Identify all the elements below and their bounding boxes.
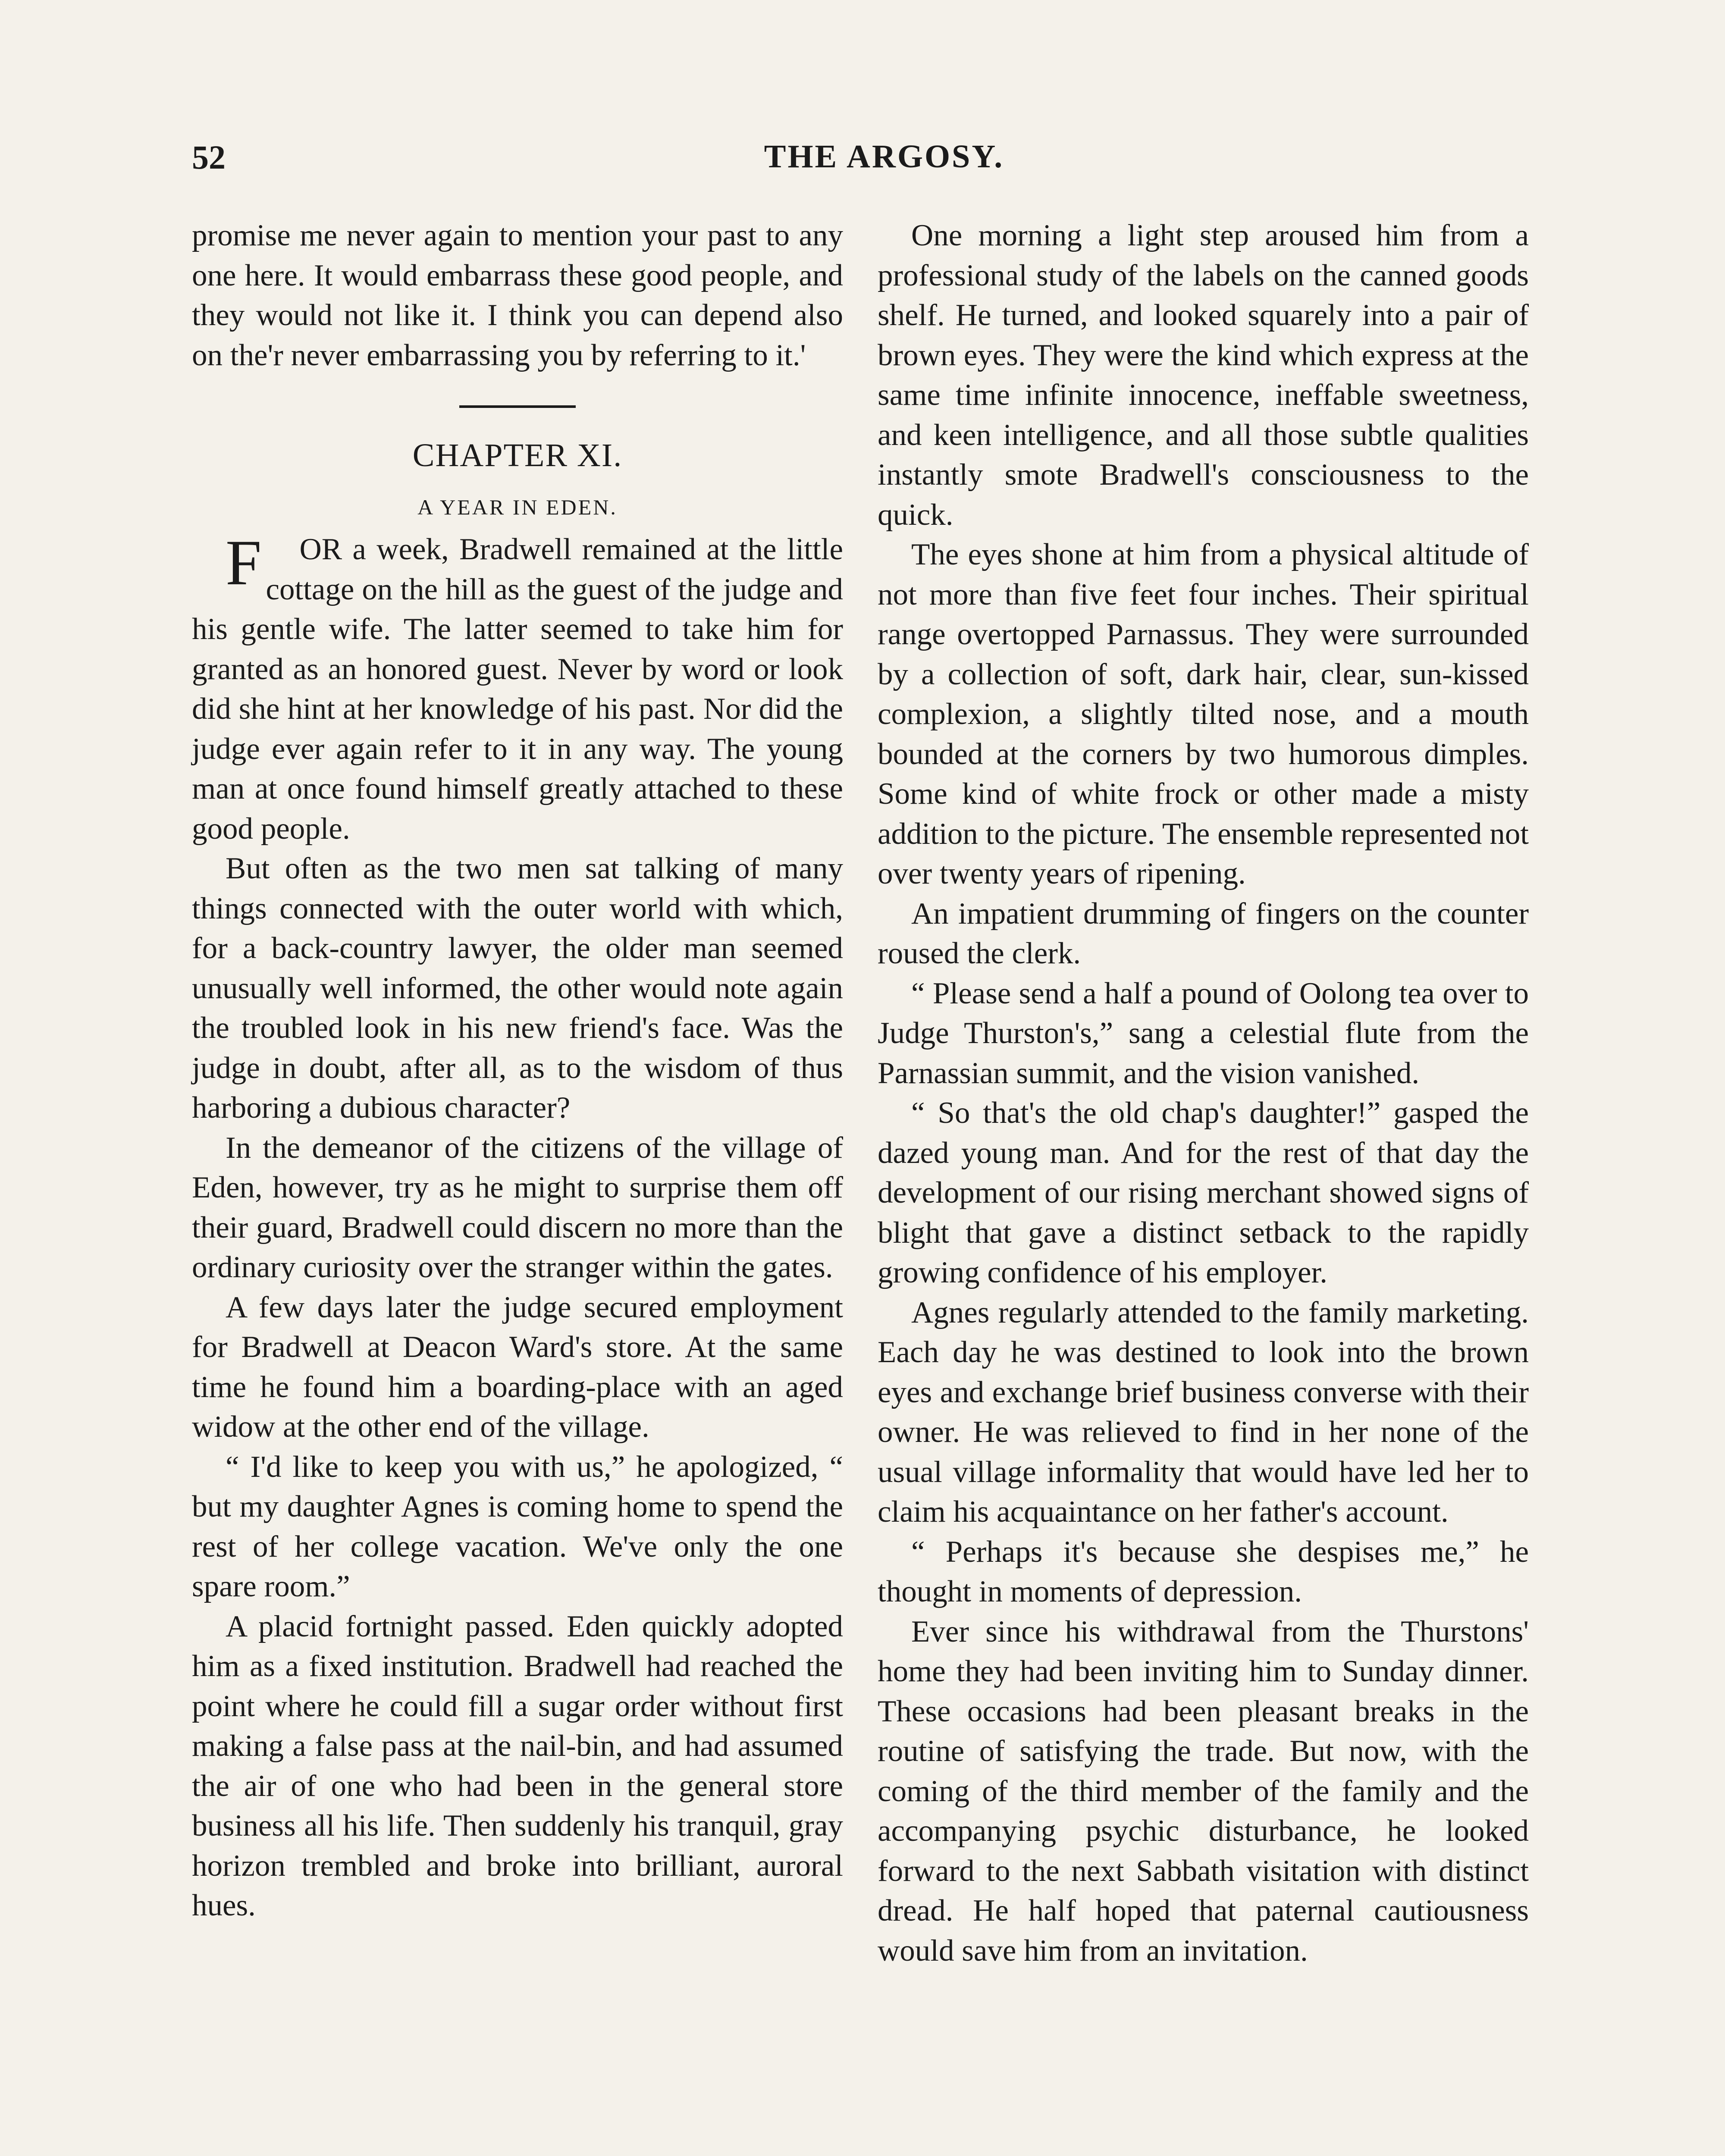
paragraph-intro: promise me never again to mention your past to any one here. It would embarrass these good people, and they would not like it. I think you can depend also on the'r never embarrassing you by referring to it.': [192, 219, 843, 372]
left-column: [192, 216, 843, 1926]
paragraph: Agnes regularly attended to the family marketing. Each day he was destined to look into the brown eyes and exchange brief business converse with their owner. He was relieved to find in her none of the usual village informality that would have led her to claim his acquaintance on her father's account.: [878, 1295, 1529, 1529]
paragraph: A few days later the judge secured employment for Bradwell at Deacon Ward's store. At the same time he found him a boarding-place with an aged widow at the other end of the village.: [192, 1290, 843, 1444]
paragraph: “ I'd like to keep you with us,” he apologized, “ but my daughter Agnes is coming home to spend the rest of her college vacation. We've only the one spare room.”: [192, 1450, 843, 1603]
paragraph: The eyes shone at him from a physical altitude of not more than five feet four inches. Their spiritual range overtopped Parnassus. They were surrounded by a collection of soft, dark hair, clear, sun-kissed complexion, a slightly tilted nose, and a mouth bounded at the corners by two humorous dimples. Some kind of white frock or other made a misty addition to the picture. The ensemble represented not over twenty years of ripening.: [878, 538, 1529, 890]
running-head: THE ARGOSY.: [764, 138, 1004, 175]
paragraph: One morning a light step aroused him from a professional study of the labels on the canned goods shelf. He turned, and looked squarely into a pair of brown eyes. They were the kind which express at the same time infinite innocence, ineffable sweetness, and keen intelligence, and all those subtle qualities instantly smote Bradwell's consciousness to the quick.: [878, 219, 1529, 532]
paragraph: But often as the two men sat talking of many things connected with the outer world with which, for a back-country lawyer, the older man seemed unusually well informed, the other would note again the troubled look in his new friend's face. Was the judge in doubt, after all, as to the wisdom of thus harboring a dubious character?: [192, 852, 843, 1125]
drop-cap: F: [226, 527, 262, 599]
section-divider: [459, 405, 576, 408]
page-number: 52: [192, 138, 226, 176]
paragraph-text: OR a week, Bradwell remained at the little cottage on the hill as the guest of the judge and his gentle wife. The latter seemed to take him for granted as an honored guest. Never by word or look did she hint at her knowledge of his past. Nor did the judge ever again refer to it in any way. The young man at once found himself greatly attached to these good people.: [192, 533, 843, 846]
chapter-subtitle: A YEAR IN EDEN.: [417, 495, 618, 519]
paragraph: In the demeanor of the citizens of the village of Eden, however, try as he might to surprise them off their guard, Bradwell could discern no more than the ordinary curiosity over the stranger within the gates.: [192, 1131, 843, 1284]
paragraph: “ So that's the old chap's daughter!” gasped the dazed young man. And for the rest of that day the development of our rising merchant showed signs of blight that gave a distinct setback to the rapidly growing confidence of his employer.: [878, 1096, 1529, 1289]
paragraph: “ Please send a half a pound of Oolong tea over to Judge Thurston's,” sang a celestial flute from the Parnassian summit, and the vision vanished.: [878, 976, 1529, 1090]
right-column: [878, 216, 1529, 1971]
paragraph: An impatient drumming of fingers on the counter roused the clerk.: [878, 896, 1529, 970]
paragraph: “ Perhaps it's because she despises me,” he thought in moments of depression.: [878, 1535, 1529, 1608]
paragraph: A placid fortnight passed. Eden quickly adopted him as a fixed institution. Bradwell had reached the point where he could fill a sugar order without first making a false pass at the nail-bin, and had assumed the air of one who had been in the general store business all his life. Then suddenly his tranquil, gray horizon trembled and broke into brilliant, auroral hues.: [192, 1609, 843, 1922]
paragraph-dropcap: [192, 527, 843, 849]
chapter-heading: CHAPTER XI.: [412, 437, 623, 473]
paragraph: Ever since his withdrawal from the Thurstons' home they had been inviting him to Sunday dinner. These occasions had been pleasant breaks in the routine of satisfying the trade. But now, with the coming of the third member of the family and the accompanying psychic disturbance, he looked forward to the next Sabbath visitation with distinct dread. He half hoped that paternal cautiousness would save him from an invitation.: [878, 1614, 1529, 1968]
